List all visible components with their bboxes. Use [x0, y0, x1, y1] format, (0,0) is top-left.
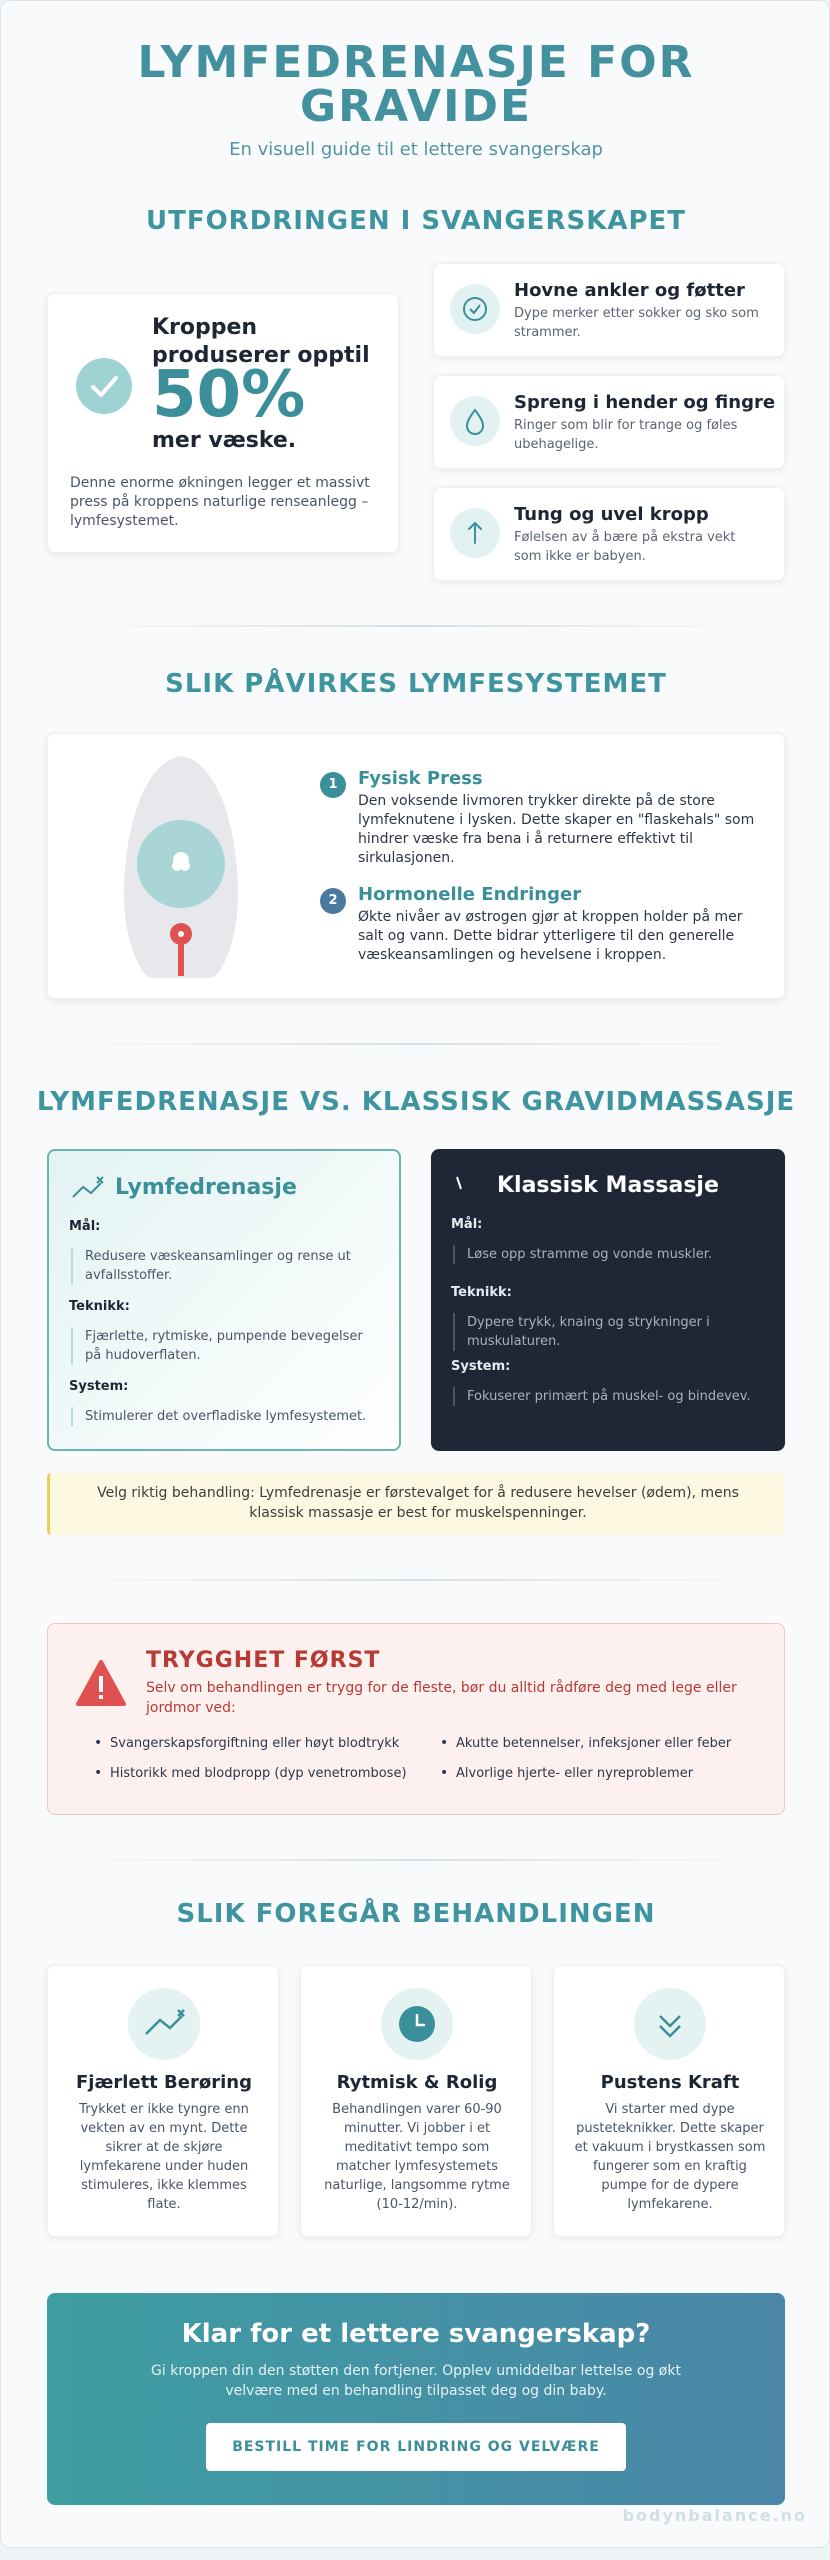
classic-compare-card [431, 1149, 785, 1451]
safety-box [47, 1623, 785, 1815]
compare-value: Fokuserer primært på muskel- og bindevev. [453, 1387, 763, 1406]
compare-label: System: [451, 1359, 511, 1374]
stat-description: Denne enorme økningen legger et massivt press på kroppens naturlige renseanlegg – lymfesystemet. [70, 475, 370, 529]
lymph-compare-card [47, 1149, 401, 1451]
compare-value: Fjærlette, rytmiske, pumpende bevegelser på hudoverflaten. [71, 1327, 381, 1365]
page-subtitle: En visuell guide til et lettere svangerskap [229, 139, 603, 160]
clock-icon [381, 1988, 453, 2060]
process-text: Trykket er ikke tyngre enn vekten av en mynt. Dette sikrer at de skjøre lymfekarene under huden stimuleres, ikke klemmes flate. [79, 2102, 249, 2212]
process-title: Rytmisk & Rolig [336, 2072, 498, 2093]
section-divider [81, 625, 751, 627]
section-divider [81, 1043, 751, 1045]
check-circle-icon [450, 284, 500, 334]
compare-label: Teknikk: [69, 1299, 130, 1314]
symptom-title: Hovne ankler og føtter [514, 280, 745, 301]
stat-card [47, 293, 399, 553]
warning-icon [76, 1660, 126, 1710]
page-title [1, 37, 830, 132]
symptom-text: Ringer som blir for trange og føles ubehagelige. [514, 418, 738, 452]
symptom-title: Spreng i hender og fingre [514, 392, 776, 413]
symptom-card [433, 375, 785, 469]
step-number: 1 [320, 772, 346, 798]
stat-number: 50% [152, 358, 306, 432]
list-item: • Akutte betennelser, infeksjoner eller feber [456, 1736, 776, 1751]
hand-icon [451, 1175, 471, 1201]
arrow-up-icon [450, 508, 500, 558]
compare-label: System: [69, 1379, 129, 1394]
safety-title: TRYGGHET FØRST [146, 1648, 381, 1673]
symptom-text: Følelsen av å bære på ekstra vekt som ikke er babyen. [514, 530, 736, 564]
symptom-card [433, 487, 785, 581]
process-card [47, 1965, 279, 2237]
compare-value: Løse opp stramme og vonde muskler. [453, 1245, 763, 1264]
waveform-icon [71, 1175, 105, 1205]
process-title: Pustens Kraft [600, 2072, 740, 2093]
symptom-title: Tung og uvel kropp [514, 504, 709, 525]
section-title-system: SLIK PÅVIRKES LYMFESYSTEMET [165, 669, 667, 699]
cta-title: Klar for et lettere svangerskap? [181, 2319, 651, 2349]
process-text: Vi starter med dype pusteteknikker. Dette skaper et vakuum i brystkassen som fungerer som en kraftig pumpe for de dypere lymfekarene. [574, 2102, 766, 2212]
step-title: Hormonelle Endringer [358, 884, 582, 905]
stat-line2: mer væske. [152, 428, 297, 453]
step-number: 2 [320, 888, 346, 914]
step-title: Fysisk Press [358, 768, 483, 789]
page-title-line2: GRAVIDE [299, 81, 533, 132]
step-text: Den voksende livmoren trykker direkte på de store lymfeknutene i lysken. Dette skaper en "flaskehals" som hindrer væske fra bena i å returnere effektivt til sirkulasjonen. [358, 793, 755, 866]
list-item: • Historikk med blodpropp (dyp venetrombose) [110, 1766, 430, 1781]
book-appointment-button[interactable]: BESTILL TIME FOR LINDRING OG VELVÆRE [206, 2423, 626, 2471]
process-text: Behandlingen varer 60-90 minutter. Vi jobber i et meditativt tempo som matcher lymfesystemets naturlige, langsomme rytme (10-12/min). [324, 2102, 510, 2212]
double-chevron-down-icon [634, 1988, 706, 2060]
compare-label: Mål: [451, 1217, 483, 1232]
symptom-text: Dype merker etter sokker og sko som strammer. [514, 306, 759, 340]
footer-url[interactable]: bodynbalance.no [622, 2506, 807, 2525]
process-card [553, 1965, 785, 2237]
section-title-process: SLIK FOREGÅR BEHANDLINGEN [176, 1899, 656, 1929]
compare-note [47, 1473, 785, 1535]
list-item: • Svangerskapsforgiftning eller høyt blodtrykk [110, 1736, 430, 1751]
section-title-challenge: UTFORDRINGEN I SVANGERSKAPET [145, 206, 687, 236]
page-title-line1: LYMFEDRENASJE FOR [137, 37, 695, 88]
list-item: • Alvorlige hjerte- eller nyreproblemer [456, 1766, 776, 1781]
classic-card-title: Klassisk Massasje [497, 1173, 719, 1198]
safety-intro: Selv om behandlingen er trygg for de fleste, bør du alltid rådføre deg med lege eller jordmor ved: [146, 1680, 737, 1716]
check-circle-icon [76, 358, 132, 414]
compare-value: Redusere væskeansamlinger og rense ut avfallsstoffer. [71, 1247, 381, 1285]
compare-label: Mål: [69, 1219, 101, 1234]
feather-touch-icon [128, 1988, 200, 2060]
compare-value: Dypere trykk, knaing og strykninger i muskulaturen. [453, 1313, 763, 1351]
section-divider [81, 1579, 751, 1581]
cta-banner [47, 2293, 785, 2505]
section-divider [81, 1859, 751, 1861]
drop-icon [450, 396, 500, 446]
compare-value: Stimulerer det overfladiske lymfesystemet. [71, 1407, 381, 1426]
symptom-card [433, 263, 785, 357]
step-text: Økte nivåer av østrogen gjør at kroppen holder på mer salt og vann. Dette bidrar ytterligere til den generelle væskeansamlingen og hevelsene i kroppen. [358, 909, 743, 963]
compare-label: Teknikk: [451, 1285, 512, 1300]
pregnancy-body-illustration [122, 754, 240, 978]
process-title: Fjærlett Berøring [76, 2072, 252, 2093]
cta-subtitle: Gi kroppen din den støtten den fortjener. Opplev umiddelbar lettelse og økt velvære med en behandling tilpasset deg og din baby. [151, 2363, 681, 2399]
lymph-card-title: Lymfedrenasje [115, 1175, 297, 1200]
process-card [300, 1965, 532, 2237]
compare-note-text: Velg riktig behandling: Lymfedrenasje er førstevalget for å redusere hevelser (ødem), mens klassisk massasje er best for muskelspenninger. [97, 1485, 739, 1521]
stat-line1: Kroppen produserer opptil [152, 315, 370, 368]
system-card [47, 733, 785, 999]
section-title-compare: LYMFEDRENASJE VS. KLASSISK GRAVIDMASSASJE [36, 1087, 796, 1117]
